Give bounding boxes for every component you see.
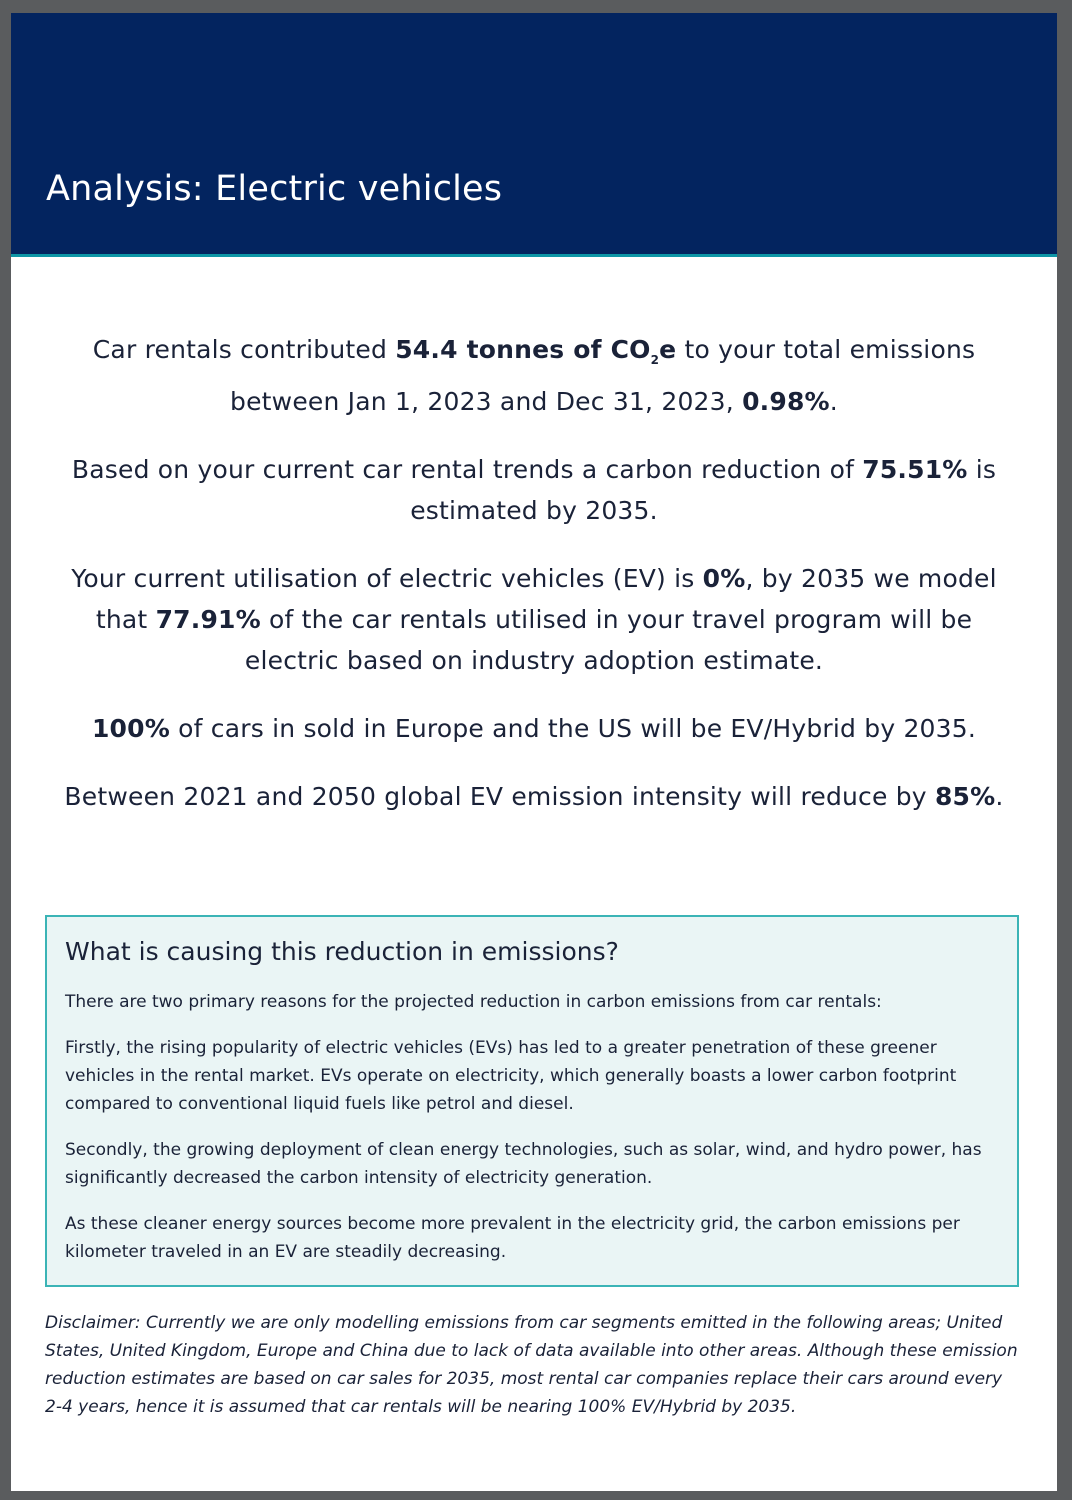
reduction-value: 75.51% xyxy=(862,455,968,484)
intensity-value: 85% xyxy=(934,782,996,811)
box-paragraph: Secondly, the growing deployment of clean energy technologies, such as solar, wind, and hydro power, has significantly decreased the carbon intensity of electricity generation. xyxy=(65,1140,982,1188)
key-statistics xyxy=(11,257,1057,817)
text: is estimated by 2035. xyxy=(410,455,997,525)
text: Based on your current car rental trends a carbon reduction of xyxy=(71,455,863,484)
stat-cars-sold xyxy=(45,708,1023,749)
stat-ev-utilisation xyxy=(45,558,1023,681)
stat-carbon-reduction xyxy=(45,449,1023,531)
reduction-explanation-box xyxy=(45,915,1019,1287)
text: Car rentals contributed xyxy=(92,335,396,364)
page-header xyxy=(11,13,1057,257)
text: of cars in sold in Europe and the US will be EV/Hybrid by 2035. xyxy=(170,714,977,743)
emissions-unit: e xyxy=(659,335,677,364)
emissions-share: 0.98% xyxy=(742,387,830,416)
box-paragraph: As these cleaner energy sources become more prevalent in the electricity grid, the carbon emissions per kilometer traveled in an EV are steadily decreasing. xyxy=(65,1214,960,1262)
future-ev-value: 77.91% xyxy=(155,605,261,634)
text: to your total emissions between Jan 1, 2023 and Dec 31, 2023, xyxy=(230,335,976,416)
text: . xyxy=(995,782,1004,811)
text: , by 2035 we model that xyxy=(95,564,997,634)
emissions-value: 54.4 tonnes of CO xyxy=(395,335,651,364)
stat-emission-intensity xyxy=(45,776,1023,817)
cars-sold-value: 100% xyxy=(91,714,170,743)
box-paragraph: Firstly, the rising popularity of electric vehicles (EVs) has led to a greater penetration of these greener vehicles in the rental market. EVs operate on electricity, which generally boasts a lower carbon footprint compared to conventional liquid fuels like petrol and diesel. xyxy=(65,1038,957,1114)
box-paragraph: There are two primary reasons for the projected reduction in carbon emissions from car rentals: xyxy=(65,992,882,1012)
current-ev-value: 0% xyxy=(702,564,746,593)
page-title: Analysis: Electric vehicles xyxy=(46,169,503,209)
text: of the car rentals utilised in your travel program will be electric based on industry adoption estimate. xyxy=(244,605,973,675)
text: Between 2021 and 2050 global EV emission intensity will reduce by xyxy=(64,782,935,811)
disclaimer: Disclaimer: Currently we are only modelling emissions from car segments emitted in the following areas; United States, United Kingdom, Europe and China due to lack of data available into other areas. Although these emission reduction estimates are based on car sales for 2035, most rental car companies replace their cars around every 2-4 years, hence it is assumed that car rentals will be nearing 100% EV/Hybrid by 2035. xyxy=(45,1313,1018,1417)
subscript: 2 xyxy=(650,353,660,367)
report-page xyxy=(11,13,1057,1491)
stat-car-rental-emissions xyxy=(45,329,1023,422)
text: Your current utilisation of electric vehicles (EV) is xyxy=(71,564,703,593)
text: . xyxy=(829,387,838,416)
box-title: What is causing this reduction in emissions? xyxy=(65,937,619,966)
